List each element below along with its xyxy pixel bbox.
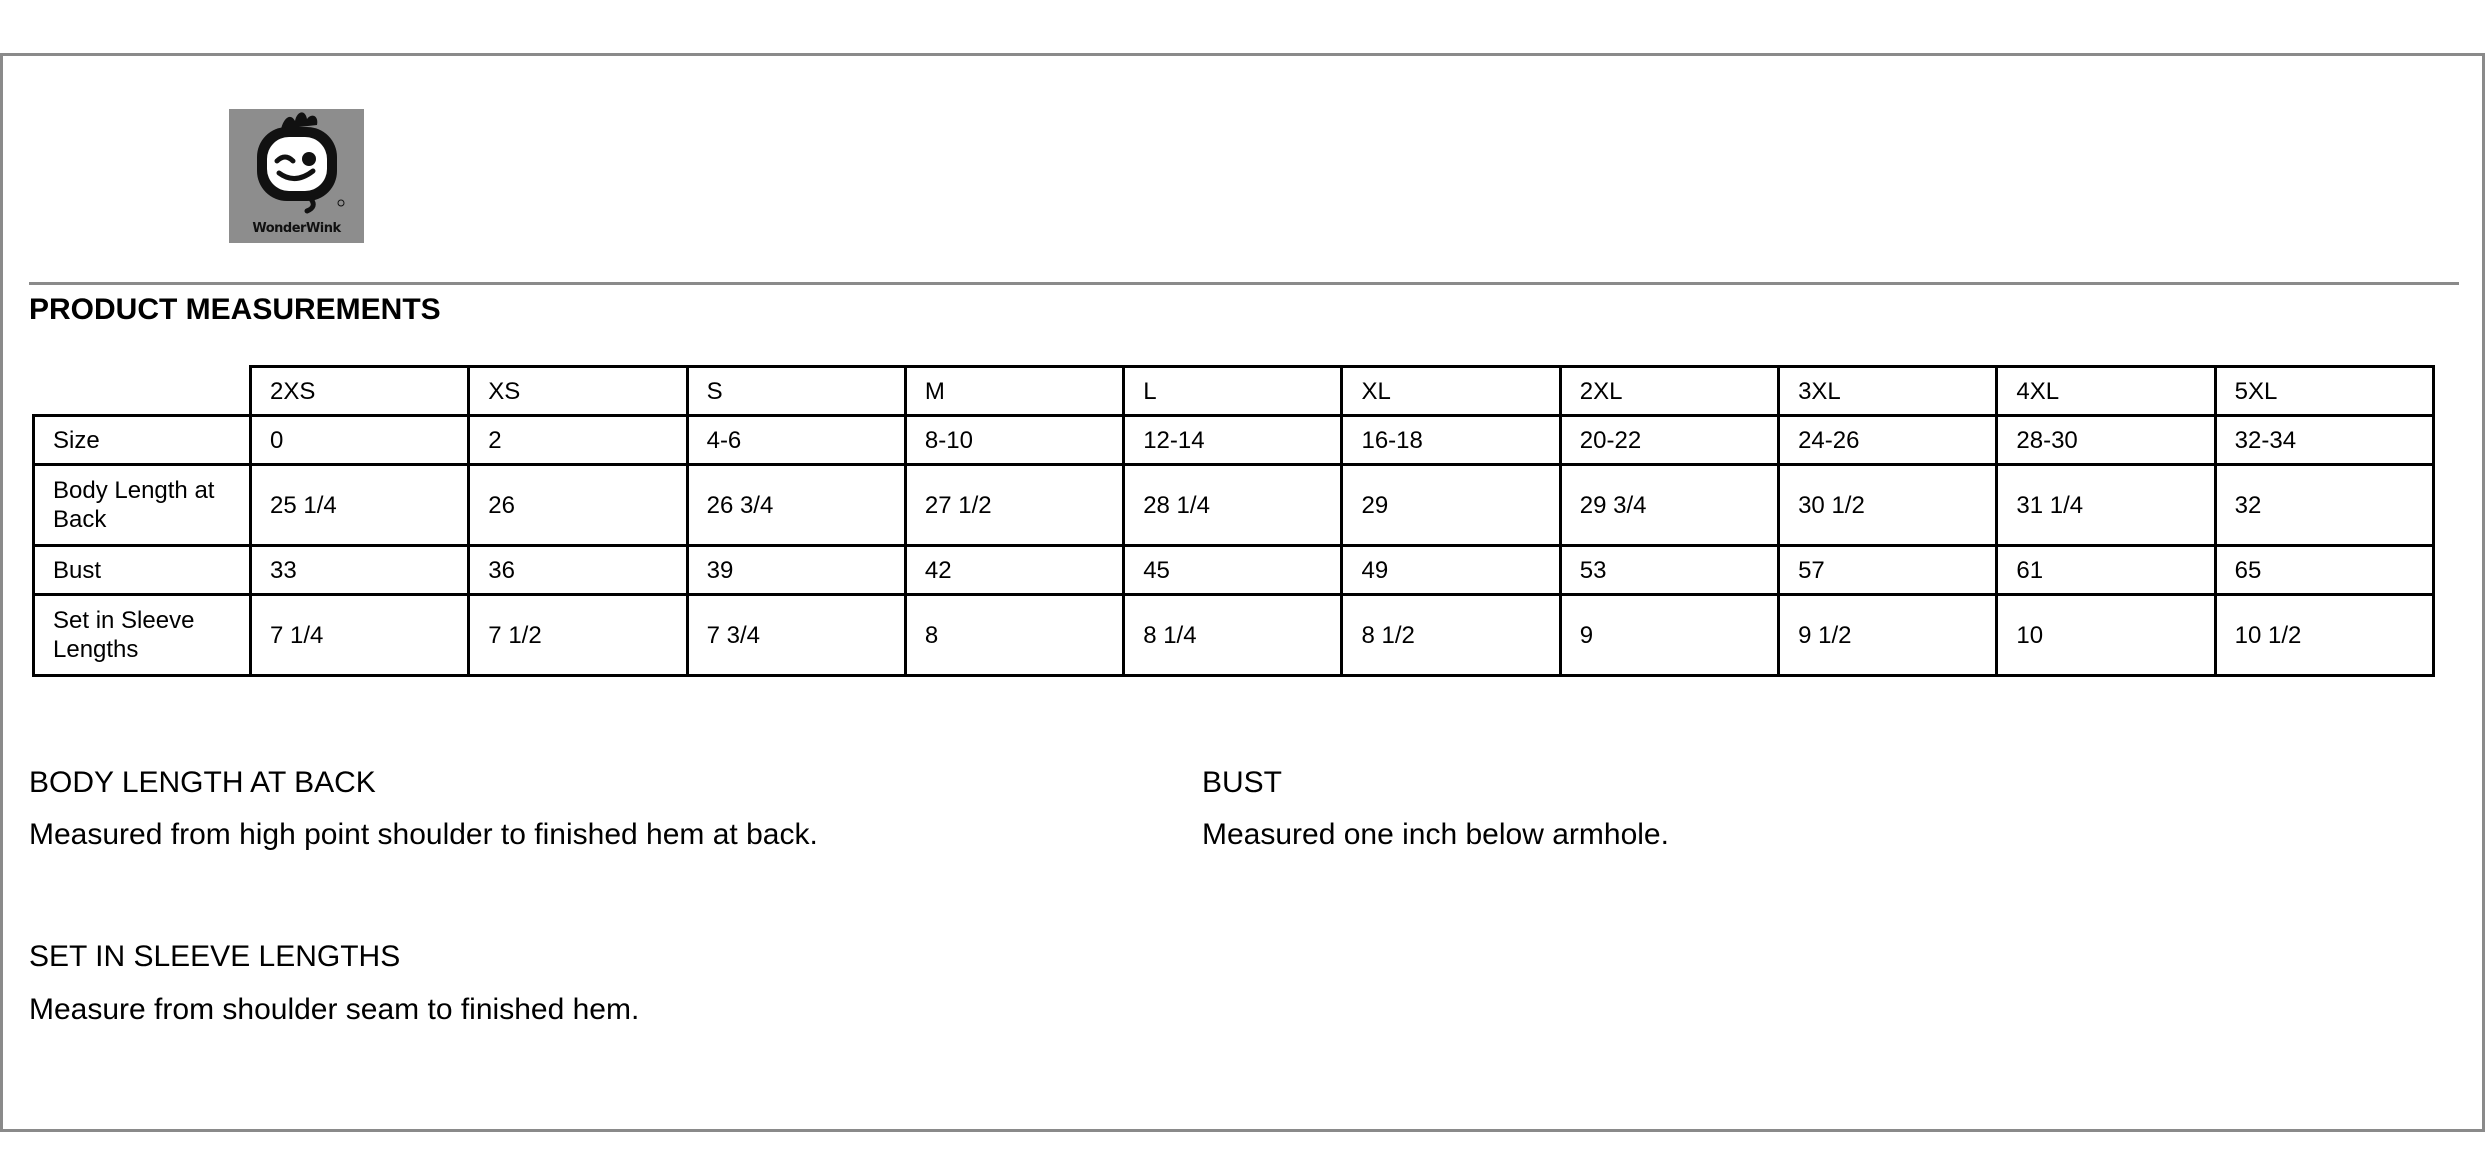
table-cell: 7 1/2 <box>469 595 687 676</box>
table-cell: 49 <box>1342 546 1560 595</box>
table-cell: 10 <box>1997 595 2215 676</box>
table-cell: 16-18 <box>1342 416 1560 465</box>
column-header: L <box>1124 367 1342 416</box>
body-length-note-title: BODY LENGTH AT BACK <box>29 766 376 799</box>
table-row <box>34 546 2434 595</box>
column-header: 2XS <box>251 367 469 416</box>
table-cell: 8-10 <box>905 416 1123 465</box>
table-header-row <box>34 367 2434 416</box>
table-cell: 61 <box>1997 546 2215 595</box>
table-cell: 28 1/4 <box>1124 465 1342 546</box>
brand-logo <box>229 109 364 243</box>
table-cell: 26 3/4 <box>687 465 905 546</box>
column-header: 2XL <box>1560 367 1778 416</box>
table-cell: 10 1/2 <box>2215 595 2433 676</box>
measurement-table <box>32 365 2435 677</box>
table-cell: 32-34 <box>2215 416 2433 465</box>
table-cell: 12-14 <box>1124 416 1342 465</box>
table-cell: 45 <box>1124 546 1342 595</box>
table-cell: 9 1/2 <box>1779 595 1997 676</box>
table-cell: 7 1/4 <box>251 595 469 676</box>
row-label: Bust <box>34 546 251 595</box>
column-header: 5XL <box>2215 367 2433 416</box>
table-cell: 29 3/4 <box>1560 465 1778 546</box>
column-header: S <box>687 367 905 416</box>
sleeve-note-title: SET IN SLEEVE LENGTHS <box>29 940 401 973</box>
table-cell: 27 1/2 <box>905 465 1123 546</box>
table-cell: 8 <box>905 595 1123 676</box>
row-label: Set in Sleeve Lengths <box>34 595 251 676</box>
table-corner <box>34 367 251 416</box>
bust-note-text: Measured one inch below armhole. <box>1202 818 1669 851</box>
table-row <box>34 416 2434 465</box>
table-cell: 31 1/4 <box>1997 465 2215 546</box>
table-cell: 42 <box>905 546 1123 595</box>
table-cell: 7 3/4 <box>687 595 905 676</box>
table-cell: 57 <box>1779 546 1997 595</box>
table-cell: 28-30 <box>1997 416 2215 465</box>
table-cell: 39 <box>687 546 905 595</box>
table-cell: 33 <box>251 546 469 595</box>
table-cell: 8 1/4 <box>1124 595 1342 676</box>
section-title: PRODUCT MEASUREMENTS <box>29 293 441 326</box>
body-length-note-text: Measured from high point shoulder to finished hem at back. <box>29 818 818 851</box>
table-row <box>34 465 2434 546</box>
column-header: 3XL <box>1779 367 1997 416</box>
table-cell: 25 1/4 <box>251 465 469 546</box>
table-cell: 4-6 <box>687 416 905 465</box>
column-header: XL <box>1342 367 1560 416</box>
table-cell: 2 <box>469 416 687 465</box>
table-cell: 0 <box>251 416 469 465</box>
bust-note-title: BUST <box>1202 766 1283 799</box>
table-cell: 20-22 <box>1560 416 1778 465</box>
row-label: Size <box>34 416 251 465</box>
table-cell: 32 <box>2215 465 2433 546</box>
table-cell: 36 <box>469 546 687 595</box>
table-cell: 8 1/2 <box>1342 595 1560 676</box>
header-divider <box>29 282 2459 285</box>
column-header: 4XL <box>1997 367 2215 416</box>
table-cell: 26 <box>469 465 687 546</box>
table-cell: 53 <box>1560 546 1778 595</box>
table-cell: 30 1/2 <box>1779 465 1997 546</box>
table-cell: 9 <box>1560 595 1778 676</box>
table-cell: 65 <box>2215 546 2433 595</box>
column-header: M <box>905 367 1123 416</box>
table-row <box>34 595 2434 676</box>
row-label: Body Length at Back <box>34 465 251 546</box>
table-cell: 29 <box>1342 465 1560 546</box>
brand-name: WonderWink <box>252 221 341 236</box>
sleeve-note-text: Measure from shoulder seam to finished hem. <box>29 993 640 1026</box>
table-cell: 24-26 <box>1779 416 1997 465</box>
column-header: XS <box>469 367 687 416</box>
